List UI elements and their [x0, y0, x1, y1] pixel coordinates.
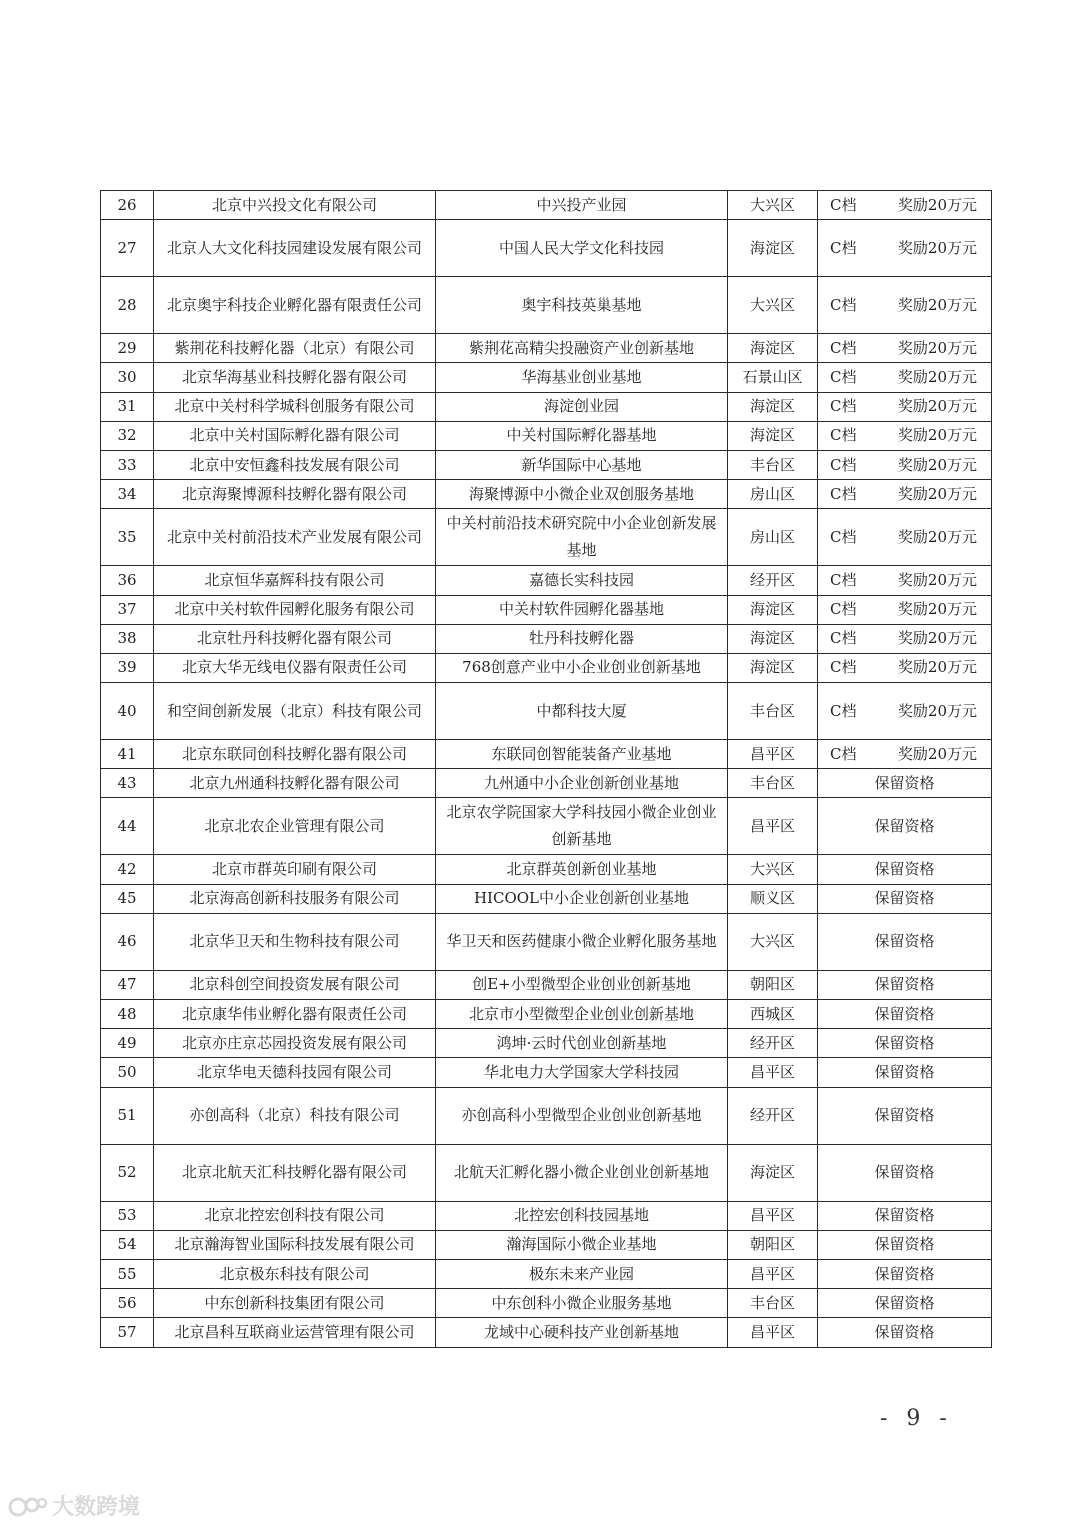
company-name: 和空间创新发展（北京）科技有限公司	[154, 683, 436, 740]
grade-cell	[818, 277, 992, 334]
base-name: 创E+小型微型企业创业创新基地	[436, 970, 728, 999]
district: 海淀区	[728, 595, 818, 624]
table-row	[101, 220, 992, 277]
table-row	[101, 683, 992, 740]
district: 房山区	[728, 509, 818, 566]
reward-amount: 奖励20万元	[897, 744, 977, 763]
district: 大兴区	[728, 277, 818, 334]
row-number: 57	[101, 1318, 154, 1347]
table-row	[101, 595, 992, 624]
company-name: 北京人大文化科技园建设发展有限公司	[154, 220, 436, 277]
row-number: 43	[101, 769, 154, 798]
district: 大兴区	[728, 913, 818, 970]
company-name: 北京华海基业科技孵化器有限公司	[154, 363, 436, 392]
district: 丰台区	[728, 450, 818, 479]
table-row	[101, 1058, 992, 1087]
company-name: 北京海聚博源科技孵化器有限公司	[154, 480, 436, 509]
company-name: 北京牡丹科技孵化器有限公司	[154, 624, 436, 653]
company-name: 北京九州通科技孵化器有限公司	[154, 769, 436, 798]
grade-level: C档	[830, 744, 857, 763]
company-name: 北京奥宇科技企业孵化器有限责任公司	[154, 277, 436, 334]
grade-level: C档	[830, 658, 857, 677]
grade-cell	[818, 191, 992, 220]
reward-amount: 奖励20万元	[897, 238, 977, 257]
table-row	[101, 566, 992, 595]
row-number: 40	[101, 683, 154, 740]
grade-cell	[818, 480, 992, 509]
row-number: 29	[101, 334, 154, 363]
grade-level: C档	[830, 295, 857, 314]
status: 保留资格	[818, 1318, 992, 1347]
status: 保留资格	[818, 769, 992, 798]
district: 昌平区	[728, 1058, 818, 1087]
table-row	[101, 769, 992, 798]
row-number: 52	[101, 1144, 154, 1201]
base-name: 海聚博源中小微企业双创服务基地	[436, 480, 728, 509]
status: 保留资格	[818, 1058, 992, 1087]
table-row	[101, 913, 992, 970]
base-name: 北航天汇孵化器小微企业创业创新基地	[436, 1144, 728, 1201]
district: 石景山区	[728, 363, 818, 392]
reward-amount: 奖励20万元	[897, 600, 977, 619]
district: 经开区	[728, 1029, 818, 1058]
base-name: 华海基业创业基地	[436, 363, 728, 392]
row-number: 50	[101, 1058, 154, 1087]
table-row	[101, 740, 992, 769]
row-number: 47	[101, 970, 154, 999]
row-number: 51	[101, 1087, 154, 1144]
district: 海淀区	[728, 334, 818, 363]
district: 大兴区	[728, 191, 818, 220]
row-number: 34	[101, 480, 154, 509]
row-number: 53	[101, 1201, 154, 1230]
company-name: 亦创高科（北京）科技有限公司	[154, 1087, 436, 1144]
grade-cell	[818, 595, 992, 624]
status: 保留资格	[818, 884, 992, 913]
base-name: 东联同创智能装备产业基地	[436, 740, 728, 769]
watermark	[8, 1490, 140, 1521]
base-name: 海淀创业园	[436, 392, 728, 421]
district: 昌平区	[728, 740, 818, 769]
company-name: 北京中关村前沿技术产业发展有限公司	[154, 509, 436, 566]
reward-amount: 奖励20万元	[897, 338, 977, 357]
grade-level: C档	[830, 600, 857, 619]
grade-level: C档	[830, 195, 857, 214]
base-name: 北京农学院国家大学科技园小微企业创业创新基地	[436, 798, 728, 855]
base-name: 九州通中小企业创新创业基地	[436, 769, 728, 798]
row-number: 32	[101, 421, 154, 450]
grade-level: C档	[830, 455, 857, 474]
row-number: 41	[101, 740, 154, 769]
grade-cell	[818, 220, 992, 277]
grade-level: C档	[830, 338, 857, 357]
table-row	[101, 1289, 992, 1318]
grade-cell	[818, 363, 992, 392]
row-number: 54	[101, 1230, 154, 1259]
page-number: - 9 -	[880, 1406, 953, 1431]
table-row	[101, 1029, 992, 1058]
table-row	[101, 798, 992, 855]
row-number: 45	[101, 884, 154, 913]
row-number: 39	[101, 653, 154, 682]
table-row	[101, 884, 992, 913]
base-name: 紫荆花高精尖投融资产业创新基地	[436, 334, 728, 363]
company-name: 北京中关村国际孵化器有限公司	[154, 421, 436, 450]
base-name: 极东未来产业园	[436, 1259, 728, 1288]
table-row	[101, 363, 992, 392]
company-name: 北京中关村软件园孵化服务有限公司	[154, 595, 436, 624]
reward-amount: 奖励20万元	[897, 629, 977, 648]
row-number: 48	[101, 1000, 154, 1029]
row-number: 56	[101, 1289, 154, 1318]
grade-level: C档	[830, 397, 857, 416]
district: 海淀区	[728, 624, 818, 653]
company-name: 北京北控宏创科技有限公司	[154, 1201, 436, 1230]
company-name: 北京华电天德科技园有限公司	[154, 1058, 436, 1087]
reward-amount: 奖励20万元	[897, 658, 977, 677]
company-name: 北京市群英印刷有限公司	[154, 855, 436, 884]
base-name: 中兴投产业园	[436, 191, 728, 220]
row-number: 31	[101, 392, 154, 421]
row-number: 42	[101, 855, 154, 884]
grade-cell	[818, 653, 992, 682]
reward-amount: 奖励20万元	[897, 195, 977, 214]
district: 经开区	[728, 566, 818, 595]
reward-amount: 奖励20万元	[897, 484, 977, 503]
grade-cell	[818, 683, 992, 740]
row-number: 30	[101, 363, 154, 392]
company-name: 北京康华伟业孵化器有限责任公司	[154, 1000, 436, 1029]
company-name: 紫荆花科技孵化器（北京）有限公司	[154, 334, 436, 363]
status: 保留资格	[818, 1201, 992, 1230]
table-row	[101, 1144, 992, 1201]
company-name: 北京北航天汇科技孵化器有限公司	[154, 1144, 436, 1201]
district: 朝阳区	[728, 1230, 818, 1259]
table-row	[101, 1230, 992, 1259]
row-number: 33	[101, 450, 154, 479]
table-row	[101, 392, 992, 421]
base-name: 中关村前沿技术研究院中小企业创新发展基地	[436, 509, 728, 566]
row-number: 37	[101, 595, 154, 624]
grade-cell	[818, 740, 992, 769]
reward-amount: 奖励20万元	[897, 455, 977, 474]
company-name: 北京科创空间投资发展有限公司	[154, 970, 436, 999]
brand-logo-icon	[8, 1493, 48, 1519]
district: 经开区	[728, 1087, 818, 1144]
grade-cell	[818, 334, 992, 363]
reward-amount: 奖励20万元	[897, 367, 977, 386]
incubator-table	[100, 190, 992, 1348]
status: 保留资格	[818, 1144, 992, 1201]
status: 保留资格	[818, 855, 992, 884]
grade-cell	[818, 450, 992, 479]
reward-amount: 奖励20万元	[897, 527, 977, 546]
base-name: HICOOL中小企业创新创业基地	[436, 884, 728, 913]
district: 丰台区	[728, 769, 818, 798]
district: 大兴区	[728, 855, 818, 884]
status: 保留资格	[818, 970, 992, 999]
status: 保留资格	[818, 1000, 992, 1029]
row-number: 46	[101, 913, 154, 970]
company-name: 北京东联同创科技孵化器有限公司	[154, 740, 436, 769]
table-row	[101, 450, 992, 479]
district: 海淀区	[728, 421, 818, 450]
row-number: 35	[101, 509, 154, 566]
row-number: 36	[101, 566, 154, 595]
status: 保留资格	[818, 1087, 992, 1144]
base-name: 中都科技大厦	[436, 683, 728, 740]
base-name: 嘉德长实科技园	[436, 566, 728, 595]
base-name: 中国人民大学文化科技园	[436, 220, 728, 277]
table-row	[101, 277, 992, 334]
district: 顺义区	[728, 884, 818, 913]
grade-cell	[818, 421, 992, 450]
table-row	[101, 1318, 992, 1347]
grade-level: C档	[830, 527, 857, 546]
grade-level: C档	[830, 570, 857, 589]
company-name: 北京中兴投文化有限公司	[154, 191, 436, 220]
company-name: 北京中关村科学城科创服务有限公司	[154, 392, 436, 421]
row-number: 49	[101, 1029, 154, 1058]
base-name: 北京市小型微型企业创业创新基地	[436, 1000, 728, 1029]
district: 昌平区	[728, 1318, 818, 1347]
district: 丰台区	[728, 1289, 818, 1318]
company-name: 北京海高创新科技服务有限公司	[154, 884, 436, 913]
base-name: 鸿坤·云时代创业创新基地	[436, 1029, 728, 1058]
company-name: 中东创新科技集团有限公司	[154, 1289, 436, 1318]
status: 保留资格	[818, 1029, 992, 1058]
table-row	[101, 1087, 992, 1144]
company-name: 北京极东科技有限公司	[154, 1259, 436, 1288]
table-row	[101, 334, 992, 363]
grade-cell	[818, 624, 992, 653]
table-row	[101, 855, 992, 884]
reward-amount: 奖励20万元	[897, 570, 977, 589]
company-name: 北京北农企业管理有限公司	[154, 798, 436, 855]
grade-level: C档	[830, 426, 857, 445]
grade-level: C档	[830, 238, 857, 257]
company-name: 北京昌科互联商业运营管理有限公司	[154, 1318, 436, 1347]
base-name: 768创意产业中小企业创业创新基地	[436, 653, 728, 682]
base-name: 北京群英创新创业基地	[436, 855, 728, 884]
district: 丰台区	[728, 683, 818, 740]
grade-cell	[818, 509, 992, 566]
grade-level: C档	[830, 484, 857, 503]
grade-level: C档	[830, 629, 857, 648]
reward-amount: 奖励20万元	[897, 295, 977, 314]
district: 昌平区	[728, 1201, 818, 1230]
table-row	[101, 1000, 992, 1029]
table-row	[101, 1201, 992, 1230]
base-name: 瀚海国际小微企业基地	[436, 1230, 728, 1259]
company-name: 北京亦庄京芯园投资发展有限公司	[154, 1029, 436, 1058]
table-row	[101, 1259, 992, 1288]
grade-cell	[818, 392, 992, 421]
row-number: 26	[101, 191, 154, 220]
table-row	[101, 421, 992, 450]
base-name: 新华国际中心基地	[436, 450, 728, 479]
row-number: 44	[101, 798, 154, 855]
base-name: 中关村软件园孵化器基地	[436, 595, 728, 624]
base-name: 牡丹科技孵化器	[436, 624, 728, 653]
watermark-text: 大数跨境	[52, 1495, 141, 1520]
district: 海淀区	[728, 1144, 818, 1201]
reward-amount: 奖励20万元	[897, 701, 977, 720]
base-name: 华北电力大学国家大学科技园	[436, 1058, 728, 1087]
table-row	[101, 653, 992, 682]
table-row	[101, 970, 992, 999]
district: 朝阳区	[728, 970, 818, 999]
district: 海淀区	[728, 392, 818, 421]
company-name: 北京恒华嘉辉科技有限公司	[154, 566, 436, 595]
status: 保留资格	[818, 1259, 992, 1288]
base-name: 中关村国际孵化器基地	[436, 421, 728, 450]
grade-level: C档	[830, 701, 857, 720]
grade-level: C档	[830, 367, 857, 386]
district: 昌平区	[728, 1259, 818, 1288]
base-name: 龙域中心硬科技产业创新基地	[436, 1318, 728, 1347]
base-name: 北控宏创科技园基地	[436, 1201, 728, 1230]
table-row	[101, 191, 992, 220]
district: 昌平区	[728, 798, 818, 855]
table-row	[101, 480, 992, 509]
base-name: 亦创高科小型微型企业创业创新基地	[436, 1087, 728, 1144]
reward-amount: 奖励20万元	[897, 397, 977, 416]
reward-amount: 奖励20万元	[897, 426, 977, 445]
base-name: 中东创科小微企业服务基地	[436, 1289, 728, 1318]
status: 保留资格	[818, 1230, 992, 1259]
district: 海淀区	[728, 220, 818, 277]
company-name: 北京大华无线电仪器有限责任公司	[154, 653, 436, 682]
company-name: 北京瀚海智业国际科技发展有限公司	[154, 1230, 436, 1259]
status: 保留资格	[818, 1289, 992, 1318]
status: 保留资格	[818, 913, 992, 970]
status: 保留资格	[818, 798, 992, 855]
row-number: 27	[101, 220, 154, 277]
row-number: 38	[101, 624, 154, 653]
company-name: 北京中安恒鑫科技发展有限公司	[154, 450, 436, 479]
district: 西城区	[728, 1000, 818, 1029]
row-number: 28	[101, 277, 154, 334]
company-name: 北京华卫天和生物科技有限公司	[154, 913, 436, 970]
table-row	[101, 624, 992, 653]
table-row	[101, 509, 992, 566]
row-number: 55	[101, 1259, 154, 1288]
base-name: 奥宇科技英巢基地	[436, 277, 728, 334]
base-name: 华卫天和医药健康小微企业孵化服务基地	[436, 913, 728, 970]
district: 房山区	[728, 480, 818, 509]
grade-cell	[818, 566, 992, 595]
district: 海淀区	[728, 653, 818, 682]
